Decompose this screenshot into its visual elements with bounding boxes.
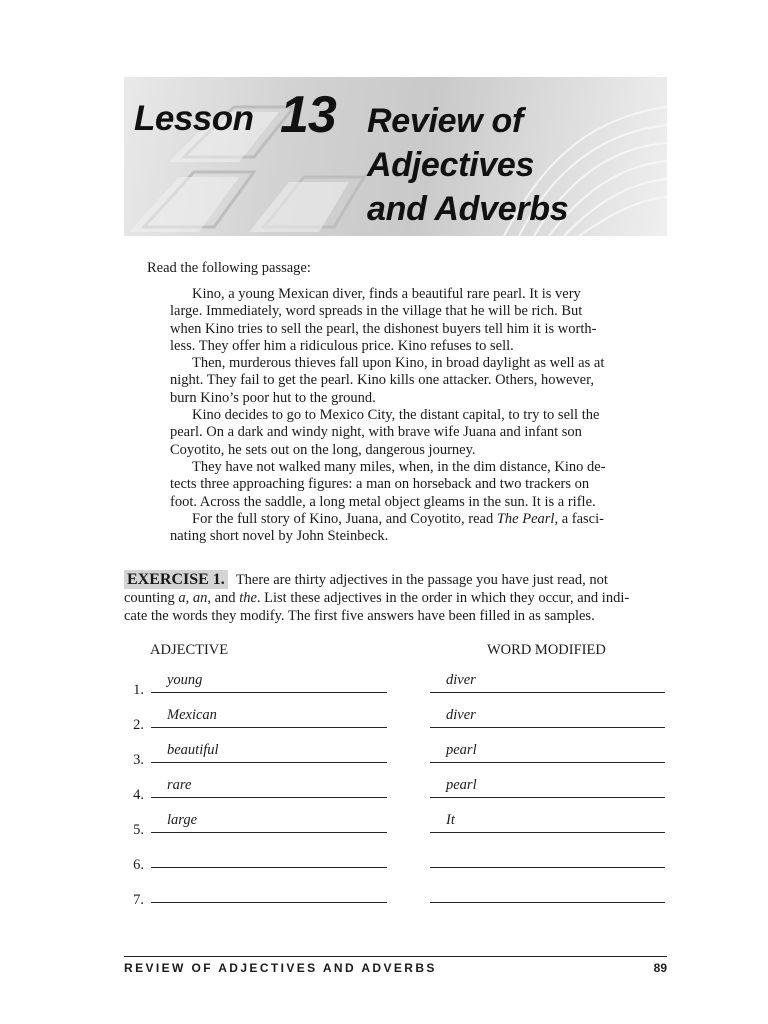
adjective-answer-field[interactable] xyxy=(151,744,387,763)
word-modified-answer-field[interactable] xyxy=(430,744,665,763)
lesson-title-line: Review of xyxy=(367,102,524,140)
exercise-text: cate the words they modify. The first five answers have been filled in as samples. xyxy=(124,608,595,624)
row-number: 3. xyxy=(133,752,144,768)
reading-passage xyxy=(170,286,622,545)
adjective-answer: rare xyxy=(167,777,192,793)
adjective-answer: Mexican xyxy=(167,707,217,723)
passage-text: For the full story of Kino, Juana, and Coyotito, read xyxy=(192,510,497,527)
exercise-emphasis: a, an, xyxy=(178,590,211,606)
row-number: 4. xyxy=(133,787,144,803)
intro-instruction: Read the following passage: xyxy=(147,260,311,276)
exercise-label: EXERCISE 1. xyxy=(124,570,228,589)
word-modified-answer-field[interactable] xyxy=(430,884,665,903)
passage-line: They have not walked many miles, when, in the dim distance, Kino de- xyxy=(192,458,606,475)
adjective-answer-field[interactable] xyxy=(151,884,387,903)
footer-title: REVIEW OF ADJECTIVES AND ADVERBS xyxy=(124,961,437,975)
adjective-answer: large xyxy=(167,812,198,828)
lesson-label: Lesson xyxy=(134,99,254,138)
adjective-answer-field[interactable] xyxy=(151,709,387,728)
row-number: 2. xyxy=(133,717,144,733)
passage-line xyxy=(170,511,622,528)
passage-text: , a fasci- xyxy=(554,510,604,527)
answer-row xyxy=(0,884,768,908)
passage-line: burn Kino’s poor hut to the ground. xyxy=(170,389,376,406)
adjective-answer-field[interactable] xyxy=(151,849,387,868)
word-modified-answer-field[interactable] xyxy=(430,709,665,728)
passage-line: large. Immediately, word spreads in the village that he will be rich. But xyxy=(170,303,583,320)
passage-line: foot. Across the saddle, a long metal object gleams in the sun. It is a rifle. xyxy=(170,493,596,510)
lesson-title xyxy=(367,99,568,231)
exercise-text: and xyxy=(211,590,240,606)
word-modified-answer-field[interactable] xyxy=(430,814,665,833)
passage-line: when Kino tries to sell the pearl, the dishonest buyers tell him it is worth- xyxy=(170,320,597,337)
passage-line: pearl. On a dark and windy night, with brave wife Juana and infant son xyxy=(170,424,582,441)
adjective-answer: beautiful xyxy=(167,742,219,758)
word-modified-column-header: WORD MODIFIED xyxy=(487,642,606,658)
exercise-text: . List these adjectives in the order in which they occur, and indi- xyxy=(256,590,630,606)
word-modified-answer: diver xyxy=(446,672,476,688)
passage-line: less. They offer him a ridiculous price. Kino refuses to sell. xyxy=(170,337,514,354)
answer-row xyxy=(0,814,768,838)
passage-line: Kino decides to go to Mexico City, the distant capital, to try to sell the xyxy=(192,407,600,424)
adjective-answer-field[interactable] xyxy=(151,779,387,798)
page-number: 89 xyxy=(653,961,667,975)
word-modified-answer: diver xyxy=(446,707,476,723)
book-title: The Pearl xyxy=(496,510,555,527)
answer-row xyxy=(0,849,768,873)
word-modified-answer-field[interactable] xyxy=(430,849,665,868)
row-number: 5. xyxy=(133,822,144,838)
adjective-answer-field[interactable] xyxy=(151,814,387,833)
passage-line: Then, murderous thieves fall upon Kino, in broad daylight as well as at xyxy=(192,355,605,372)
word-modified-answer: pearl xyxy=(446,777,477,793)
word-modified-answer-field[interactable] xyxy=(430,674,665,693)
lesson-title-line: and Adverbs xyxy=(367,190,569,228)
lesson-banner xyxy=(124,77,667,236)
footer-divider xyxy=(124,956,667,957)
lesson-title-line: Adjectives xyxy=(367,146,535,184)
answer-row xyxy=(0,709,768,733)
word-modified-answer: It xyxy=(446,812,455,828)
adjective-answer: young xyxy=(167,672,203,688)
lesson-number: 13 xyxy=(280,86,336,144)
answer-row xyxy=(0,744,768,768)
answer-row xyxy=(0,674,768,698)
word-modified-answer: pearl xyxy=(446,742,477,758)
word-modified-answer-field[interactable] xyxy=(430,779,665,798)
passage-line: Kino, a young Mexican diver, finds a beautiful rare pearl. It is very xyxy=(192,286,581,302)
answer-row xyxy=(0,779,768,803)
exercise-emphasis: the xyxy=(239,590,257,606)
passage-line: Coyotito, he sets out on the long, dangerous journey. xyxy=(170,441,476,458)
passage-line: nating short novel by John Steinbeck. xyxy=(170,528,389,545)
passage-line: night. They fail to get the pearl. Kino kills one attacker. Others, however, xyxy=(170,372,594,389)
exercise-text: There are thirty adjectives in the passage you have just read, not xyxy=(235,572,608,588)
adjective-column-header: ADJECTIVE xyxy=(150,642,229,658)
exercise-instructions xyxy=(124,571,669,625)
adjective-answer-field[interactable] xyxy=(151,674,387,693)
row-number: 7. xyxy=(133,892,144,908)
passage-line: tects three approaching figures: a man on horseback and two trackers on xyxy=(170,476,590,493)
row-number: 6. xyxy=(133,857,144,873)
exercise-text: counting xyxy=(124,590,179,606)
row-number: 1. xyxy=(133,682,144,698)
